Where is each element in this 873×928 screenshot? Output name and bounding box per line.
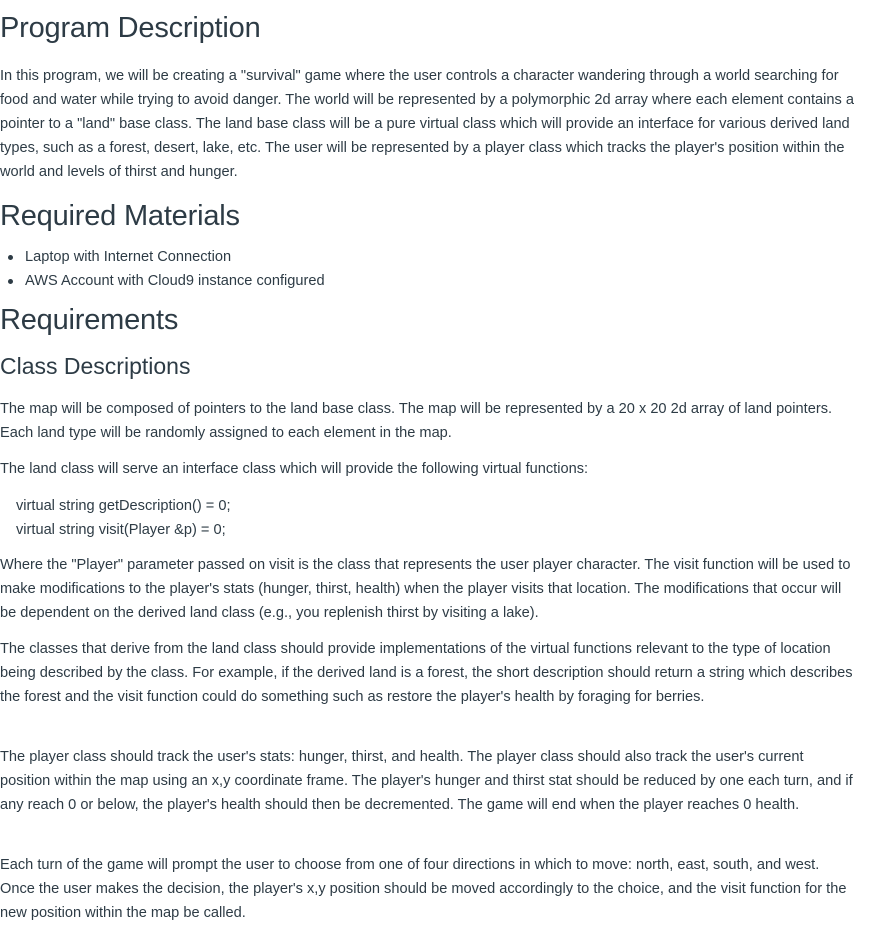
paragraph-where: Where the "Player" parameter passed on visit is the class that represents the user player character. The visit function will be used to make modifications to the player's stats (hunger, thirst, health) when the player visits that location. The modifications that occur will be dependent on the derived land class (e.g., you replenish thirst by visiting a lake). [0,557,851,621]
code-line: virtual string getDescription() = 0; [16,498,231,514]
paragraph-map: The map will be composed of pointers to the land base class. The map will be represented by a 20 x 20 2d array of land pointers. Each land type will be randomly assigned to each element in the map. [0,401,833,441]
list-item [0,269,855,293]
bullet-icon [8,255,13,260]
paragraph-land: The land class will serve an interface class which will provide the following virtual functions: [0,461,589,477]
code-line: virtual string visit(Player &p) = 0; [16,522,226,538]
paragraph-derive: The classes that derive from the land class should provide implementations of the virtual functions relevant to the type of location being described by the class. For example, if the derived land is a forest, the short description should return a string which describes the forest and the visit function could do something such as restore the player's health by foraging for berries. [0,641,853,705]
heading-requirements: Requirements [0,304,179,336]
bullet-icon [8,279,13,284]
heading-class-descriptions: Class Descriptions [0,353,191,379]
list-item [0,245,855,269]
list-item-text: Laptop with Internet Connection [25,249,232,265]
paragraph-player: The player class should track the user's stats: hunger, thirst, and health. The player class should also track the user's current position within the map using an x,y coordinate frame. The player's hunger and thirst stat should be reduced by one each turn, and if any reach 0 or below, the player's health should then be decremented. The game will end when the player reaches 0 health. [0,749,853,813]
paragraph-turn: Each turn of the game will prompt the user to choose from one of four directions in which to move: north, east, south, and west. Once the user makes the decision, the player's x,y position should be moved accordingly to the choice, and the visit function for the new position within the map be called. [0,857,847,921]
paragraph-intro: In this program, we will be creating a "survival" game where the user controls a character wandering through a world searching for food and water while trying to avoid danger. The world will be represented by a polymorphic 2d array where each element contains a pointer to a "land" base class. The land base class will be a pure virtual class which will provide an interface for various derived land types, such as a forest, desert, lake, etc. The user will be represented by a player class which tracks the player's position within the world and levels of thirst and hunger. [0,68,854,180]
code-block [16,494,855,542]
heading-required-materials: Required Materials [0,200,240,232]
list-item-text: AWS Account with Cloud9 instance configured [25,273,325,289]
materials-list [0,245,855,293]
heading-program-description: Program Description [0,12,261,44]
